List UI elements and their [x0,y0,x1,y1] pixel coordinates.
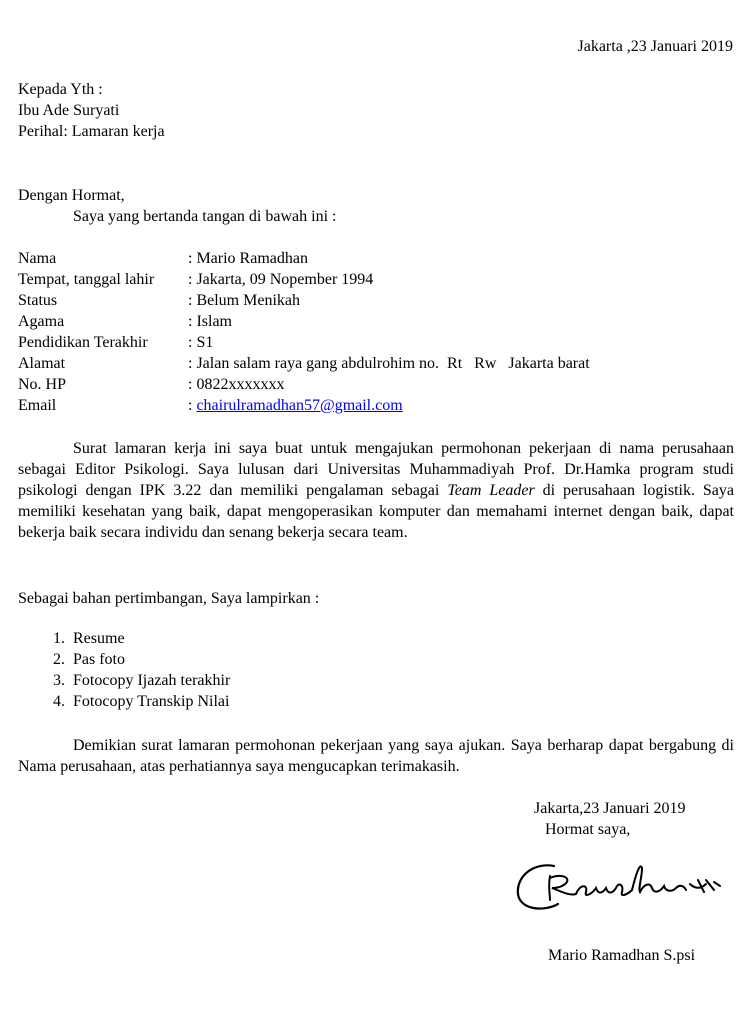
detail-row-religion [18,311,590,332]
detail-row-status [18,290,590,311]
detail-label: Pendidikan Terakhir [18,334,148,351]
detail-value: : Mario Ramadhan [188,250,308,267]
recipient-line-1: Kepada Yth : [18,81,103,98]
detail-row-email [18,395,590,416]
list-item: 4. Fotocopy Transkip Nilai [53,693,230,710]
detail-label: Agama [18,313,65,330]
body-paragraph-1 [18,438,734,543]
email-colon: : [188,397,197,414]
detail-row-birth [18,269,590,290]
signature-image [514,854,724,916]
detail-label: Tempat, tanggal lahir [18,271,155,288]
detail-label: Nama [18,250,57,267]
personal-details [18,248,590,416]
detail-value: : Belum Menikah [188,292,300,309]
detail-value: : 0822xxxxxxx [188,376,285,393]
detail-value: : S1 [188,334,214,351]
paragraph-text: di perusahaan logistik. Saya memiliki kesehatan yang baik, dapat mengoperasikan komputer dan memahami internet dengan baik, dapat bekerja baik secara individu dan senang bekerja secara team. [18,482,735,541]
closing-salutation: Hormat saya, [545,821,631,838]
recipient-line-2: Ibu Ade Suryati [18,102,120,119]
signatory-name: Mario Ramadhan S.psi [548,947,696,964]
letter-date: Jakarta ,23 Januari 2019 [577,38,733,55]
body-paragraph-2: Sebagai bahan pertimbangan, Saya lampirkan : [18,590,320,607]
paragraph-italic-text: Team Leader [447,482,535,499]
detail-value: : Jalan salam raya gang abdulrohim no. Rt Rw Jakarta barat [188,355,590,372]
closing-date: Jakarta,23 Januari 2019 [534,800,686,817]
detail-label: Email [18,397,57,414]
intro-line: Saya yang bertanda tangan di bawah ini : [73,208,337,225]
list-item: 1. Resume [53,630,125,647]
list-item: 3. Fotocopy Ijazah terakhir [53,672,231,689]
detail-row-phone [18,374,590,395]
detail-value: : Jakarta, 09 Nopember 1994 [188,271,374,288]
attachment-list [18,628,230,712]
list-item: 2. Pas foto [53,651,125,668]
detail-label: No. HP [18,376,67,393]
detail-row-name [18,248,590,269]
detail-row-address [18,353,590,374]
detail-row-education [18,332,590,353]
recipient-block [18,79,165,142]
detail-value: : Islam [188,313,232,330]
email-link[interactable]: chairulramadhan57@gmail.com [196,397,403,414]
paragraph-text: Demikian surat lamaran permohonan pekerjaan yang saya ajukan. Saya berharap dapat bergabung di Nama perusahaan, atas perhatiannya saya mengucapkan terimakasih. [18,737,734,775]
subject-line: Perihal: Lamaran kerja [18,123,165,140]
opening-block [18,185,336,227]
body-paragraph-3 [18,735,734,777]
greeting: Dengan Hormat, [18,187,125,204]
detail-label: Alamat [18,355,66,372]
paragraph-text: Surat lamaran kerja ini saya buat untuk mengajukan permohonan pekerjaan di nama perusahaan sebagai Editor Psikologi. Saya lulusan dari Universitas Muhammadiyah Prof. Dr.Hamka program studi psikologi dengan IPK 3.22 dan memiliki pengalaman sebagai [18,440,734,499]
detail-label: Status [18,292,58,309]
